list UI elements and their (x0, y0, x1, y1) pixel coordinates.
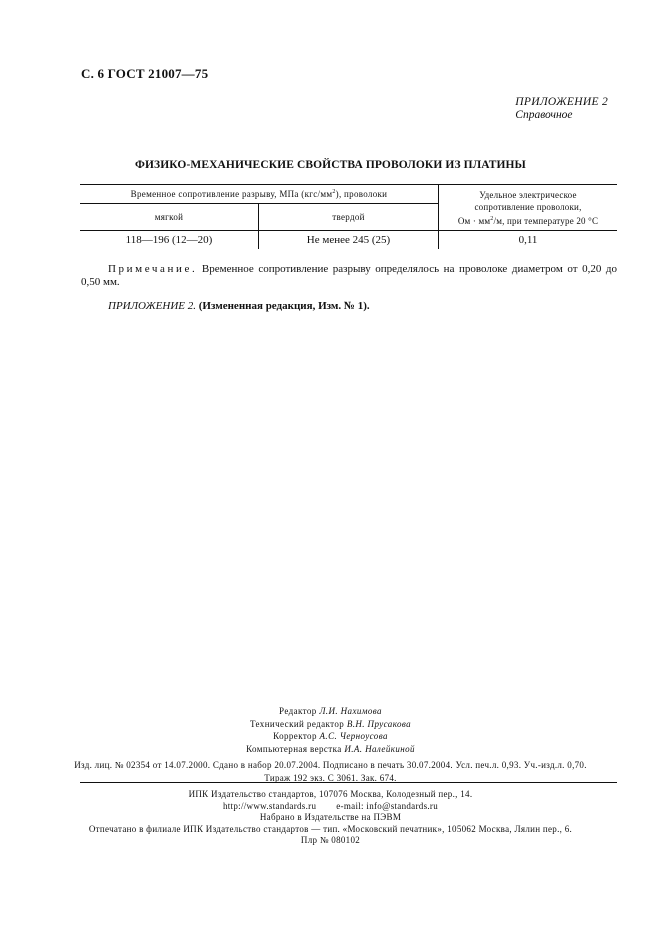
tensile-header: Временное сопротивление разрыву, МПа $(кгс/мм^2)$, проволоки (80, 185, 439, 204)
appendix-type: Справочное (515, 109, 573, 121)
imprint-line-1: Изд. лиц. № 02354 от 14.07.2000. Сдано в набор 20.07.2004. Подписано в печать 30.07.2004. Усл. печ.л. 0,93. Уч.-изд.л. 0,70. (74, 760, 587, 770)
resistivity-header: Удельное электрическое сопротивление проволоки, Ом · $мм^2/м$, при температуре 20 °С (439, 185, 618, 231)
properties-table (80, 184, 617, 249)
imprint-line-2: Тираж 192 экз. С 3061. Зак. 674. (264, 772, 397, 783)
imprint-block (0, 759, 661, 784)
publisher-contacts (0, 801, 661, 813)
document-title: ФИЗИКО-МЕХАНИЧЕСКИЕ СВОЙСТВА ПРОВОЛОКИ ИЗ ПЛАТИНЫ (135, 159, 526, 171)
soft-header: мягкой (80, 204, 259, 231)
publisher-license: Плр № 080102 (300, 835, 361, 845)
publisher-email: e-mail: info@standards.ru (336, 800, 439, 811)
publisher-address: ИПК Издательство стандартов, 107076 Москва, Колодезный пер., 14. (188, 789, 473, 799)
resistivity-value: 0,11 (439, 231, 618, 250)
credit-corrector: Корректор А.С. Черноусова (273, 731, 388, 741)
publisher-typeset: Набрано в Издательстве на ПЭВМ (259, 812, 402, 822)
note-label: Примечание. (108, 263, 198, 275)
credit-layout: Компьютерная верстка И.А. Налейкиной (246, 743, 415, 754)
hard-value: Не менее 245 (25) (259, 231, 439, 250)
publisher-printed: Отпечатано в филиале ИПК Издательство стандартов — тип. «Московский печатник», 105062 Москва, Лялин пер., 6. (88, 823, 573, 834)
note-text: Временное сопротивление разрыву определялось на проволоке диаметром от 0,20 до 0,50 мм. (81, 263, 618, 288)
divider (80, 782, 617, 783)
credit-editor: Редактор Л.И. Нахимова (279, 706, 382, 716)
hard-header: твердой (259, 204, 439, 231)
appendix-heading (515, 96, 608, 122)
soft-value: 118—196 (12—20) (80, 231, 259, 250)
credits-block (0, 705, 661, 755)
publisher-website: http://www.standards.ru (222, 800, 317, 811)
amendment-note: ПРИЛОЖЕНИЕ 2. (Измененная редакция, Изм. № 1). (108, 300, 370, 312)
credit-tech-editor: Технический редактор В.Н. Прусакова (249, 718, 412, 729)
appendix-label: ПРИЛОЖЕНИЕ 2 (515, 96, 608, 108)
table-note (81, 263, 617, 289)
publisher-block (0, 789, 661, 847)
page-header: С. 6 ГОСТ 21007—75 (81, 66, 209, 81)
